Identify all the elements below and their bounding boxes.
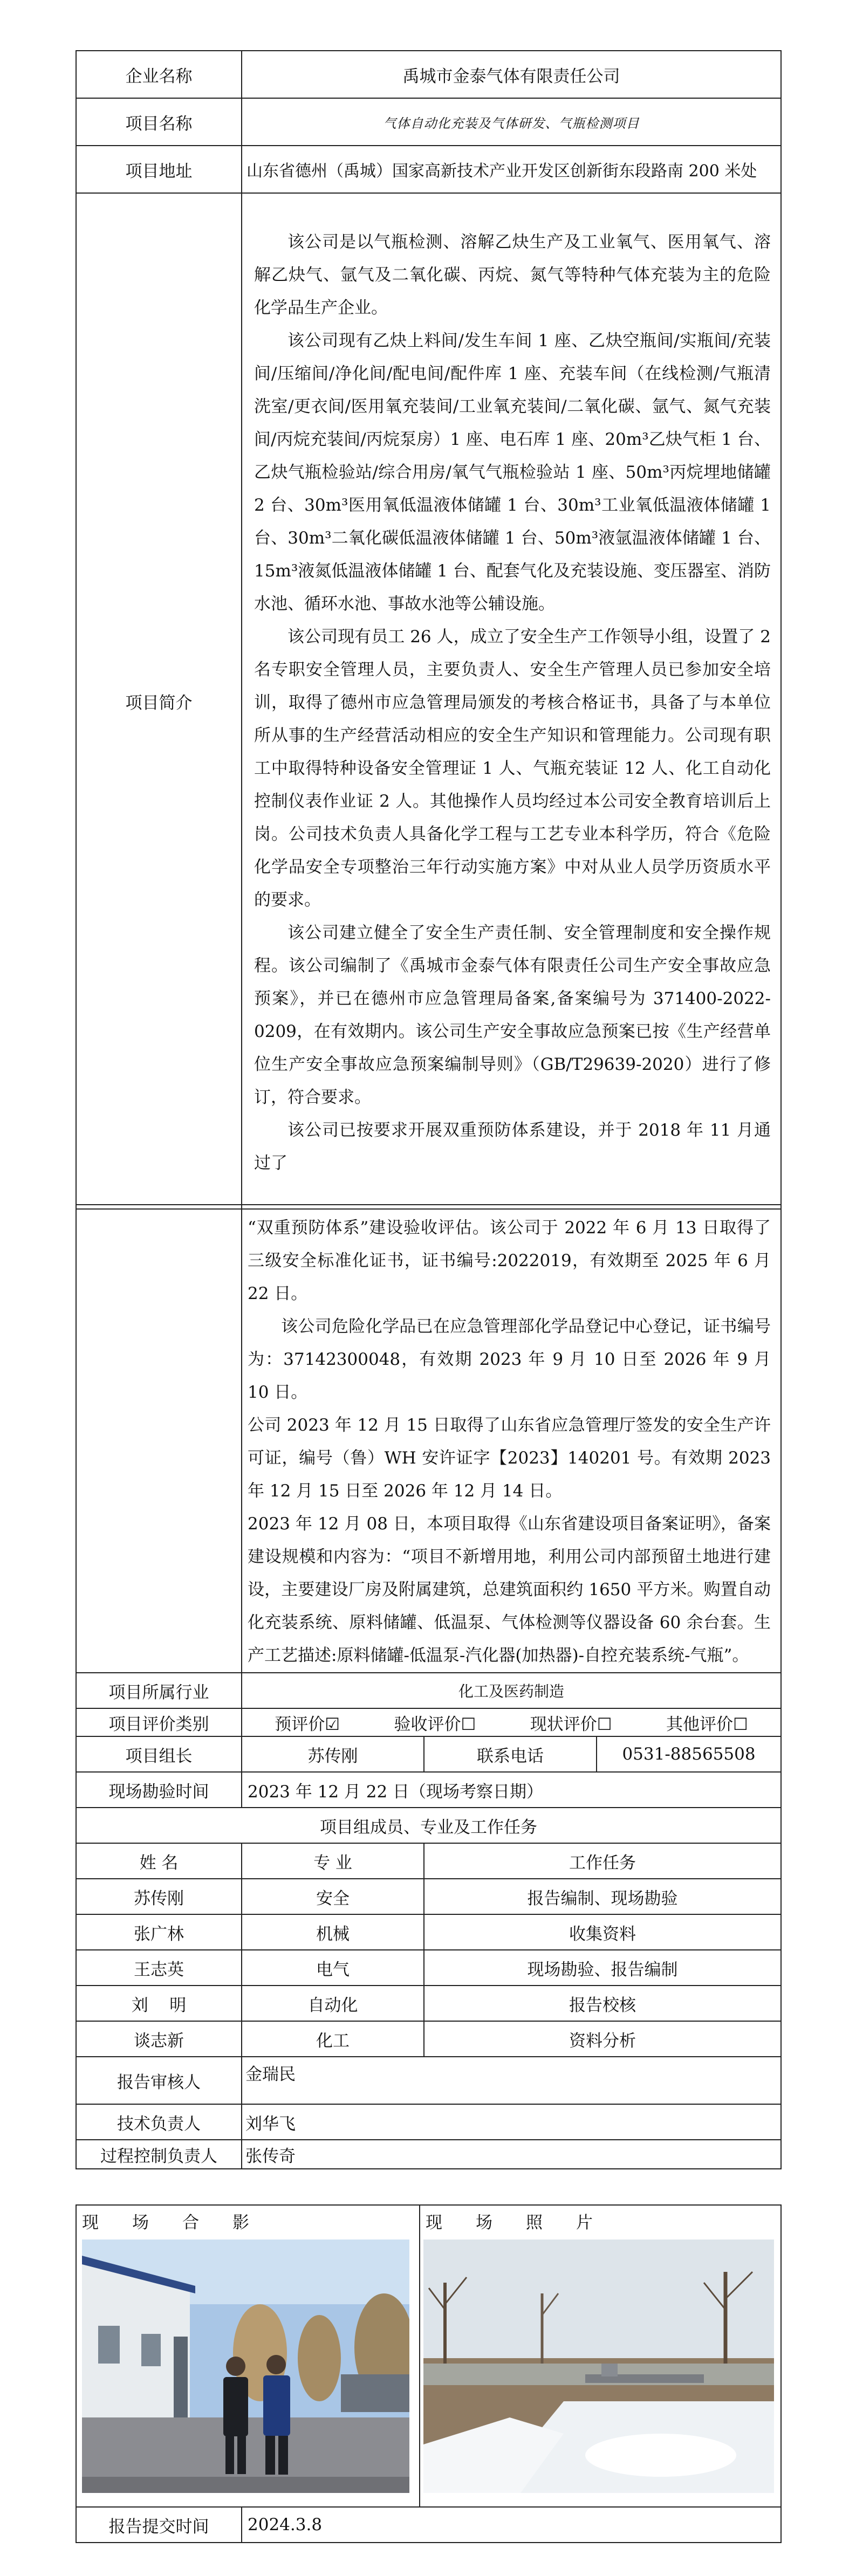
intro-paragraph: 该公司是以气瓶检测、溶解乙炔生产及工业氧气、医用氧气、溶解乙炔气、氩气及二氧化碳、丙烷、氮气等特种气体充装为主的危险化学品生产企业。 <box>254 232 771 318</box>
team-member-major: 自动化 <box>242 1986 424 2021</box>
intro-cont-paragraph: 该公司危险化学品已在应急管理部化学品登记中心登记，证书编号为：37142300048，有效期 2023 年 9 月 10 日至 2026 年 9 月 10 日。 <box>248 1317 771 1402</box>
eval-option-pre[interactable]: 预评价☑ <box>275 1714 340 1734</box>
team-member-task: 资料分析 <box>424 2021 781 2057</box>
eval-option-acceptance[interactable]: 验收评价☐ <box>394 1714 476 1734</box>
table-row <box>76 1950 781 1986</box>
leader-label: 项目组长 <box>76 1736 242 1772</box>
team-header-name: 姓 名 <box>76 1843 242 1879</box>
team-member-task: 报告编制、现场勘验 <box>424 1879 781 1914</box>
intro-cont-paragraph: “双重预防体系”建设验收评估。该公司于 2022 年 6 月 13 日取得了三级安全标准化证书，证书编号:2022019，有效期至 2025 年 6 月 22 日。 <box>248 1218 771 1303</box>
industry-label: 项目所属行业 <box>76 1673 242 1708</box>
intro-paragraph: 该公司建立健全了安全生产责任制、安全管理制度和安全操作规程。该公司编制了《禹城市金泰气体有限责任公司生产安全事故应急预案》，并已在德州市应急管理局备案,备案编号为 371400-2022-0209，在有效期内。该公司生产安全事故应急预案已按《生产经营单位生产安全事故应急预案编制导则》（GB/T29639-2020）进行了修订，符合要求。 <box>254 923 771 1107</box>
team-member-name: 刘 明 <box>76 1986 242 2021</box>
submit-time-value: 2024.3.8 <box>242 2507 781 2543</box>
team-member-name: 张广林 <box>76 1914 242 1950</box>
photo-table <box>76 2204 782 2543</box>
project-intro-continued <box>242 1205 781 1673</box>
survey-time-label: 现场勘验时间 <box>76 1772 242 1808</box>
eval-option-status[interactable]: 现状评价☐ <box>530 1714 612 1734</box>
team-member-major: 机械 <box>242 1914 424 1950</box>
phone-label: 联系电话 <box>424 1736 597 1772</box>
team-member-name: 谈志新 <box>76 2021 242 2057</box>
team-member-name: 王志英 <box>76 1950 242 1986</box>
leader-value: 苏传刚 <box>242 1736 424 1772</box>
eval-type-options <box>242 1708 781 1736</box>
intro-cont-paragraph: 公司 2023 年 12 月 15 日取得了山东省应急管理厅签发的安全生产许可证，编号（鲁）WH 安许证字【2023】140201 号。有效期 2023 年 12 月 15 日至 2026 年 12 月 14 日。 <box>248 1416 771 1501</box>
team-header-major: 专 业 <box>242 1843 424 1879</box>
site-photo-image <box>423 2240 774 2493</box>
info-table-top <box>76 50 782 1210</box>
group-photo-cell <box>76 2205 420 2507</box>
reviewer-label: 报告审核人 <box>76 2057 242 2104</box>
project-address-value: 山东省德州（禹城）国家高新技术产业开发区创新街东段路南 200 米处 <box>242 146 781 193</box>
team-member-task: 收集资料 <box>424 1914 781 1950</box>
group-photo-image <box>82 2240 409 2493</box>
eval-type-label: 项目评价类别 <box>76 1708 242 1736</box>
survey-time-value: 2023 年 12 月 22 日（现场考察日期） <box>242 1772 781 1808</box>
submit-time-label: 报告提交时间 <box>76 2507 242 2543</box>
table-row <box>76 2021 781 2057</box>
team-member-name: 苏传刚 <box>76 1879 242 1914</box>
team-member-task: 现场勘验、报告编制 <box>424 1950 781 1986</box>
process-control-label: 过程控制负责人 <box>76 2140 242 2169</box>
process-control-value: 张传奇 <box>242 2140 781 2169</box>
intro-paragraph: 该公司现有员工 26 人，成立了安全生产工作领导小组，设置了 2 名专职安全管理人员，主要负责人、安全生产管理人员已参加安全培训，取得了德州市应急管理局颁发的考核合格证书，具备了与本单位所从事的生产经营活动相应的安全生产知识和管理能力。公司现有职工中取得特种设备安全管理证 1 人、气瓶充装证 12 人、化工自动化控制仪表作业证 2 人。其他操作人员均经过本公司安全教育培训后上岗。公司技术负责人具备化学工程与工艺专业本科学历，符合《危险化学品安全专项整治三年行动实施方案》中对从业人员学历资质水平的要求。 <box>254 627 771 910</box>
table-row <box>76 1914 781 1950</box>
company-name-label: 企业名称 <box>76 51 242 98</box>
team-header-task: 工作任务 <box>424 1843 781 1879</box>
site-photo-cell <box>420 2205 781 2507</box>
team-member-major: 电气 <box>242 1950 424 1986</box>
project-name-label: 项目名称 <box>76 98 242 146</box>
group-photo-icon <box>82 2240 409 2493</box>
table-row <box>76 1879 781 1914</box>
project-name-value: 气体自动化充装及气体研发、气瓶检测项目 <box>242 98 781 146</box>
intro-paragraph: 该公司已按要求开展双重预防体系建设，并于 2018 年 11 月通过了 <box>254 1121 771 1173</box>
intro-cont-paragraph: 2023 年 12 月 08 日，本项目取得《山东省建设项目备案证明》，备案建设规模和内容为：“项目不新增用地，利用公司内部预留土地进行建设，主要建设厂房及附属建筑，总建筑面积约 1650 平方米。购置自动化充装系统、原料储罐、低温泵、气体检测等仪器设备 60 余台套。生产工艺描述:原料储罐-低温泵-汽化器(加热器)-自控充装系统-气瓶”。 <box>248 1514 771 1665</box>
team-member-major: 化工 <box>242 2021 424 2057</box>
company-name-value: 禹城市金泰气体有限责任公司 <box>242 51 781 98</box>
tech-lead-value: 刘华飞 <box>242 2104 781 2140</box>
tech-lead-label: 技术负责人 <box>76 2104 242 2140</box>
project-intro-body <box>242 193 781 1209</box>
site-photo-title: 现 场 照 片 <box>426 2213 593 2232</box>
team-title: 项目组成员、专业及工作任务 <box>76 1808 781 1843</box>
project-intro-label: 项目简介 <box>76 193 242 1209</box>
site-photo-icon <box>423 2240 774 2493</box>
table-row <box>76 1986 781 2021</box>
eval-option-other[interactable]: 其他评价☐ <box>666 1714 748 1734</box>
project-address-label: 项目地址 <box>76 146 242 193</box>
reviewer-value: 金瑞民 <box>242 2057 781 2104</box>
info-table-bottom <box>76 1204 782 2169</box>
phone-value: 0531-88565508 <box>597 1736 781 1772</box>
intro-paragraph: 该公司现有乙炔上料间/发生车间 1 座、乙炔空瓶间/实瓶间/充装间/压缩间/净化间/配电间/配件库 1 座、充装车间（在线检测/气瓶清洗室/更衣间/医用氧充装间/工业氧充装间/二氧化碳、氩气、氮气充装间/丙烷充装间/丙烷泵房）1 座、电石库 1 座、20m³乙炔气柜 1 台、乙炔气瓶检验站/综合用房/氧气气瓶检验站 1 座、50m³丙烷埋地储罐 2 台、30m³医用氧低温液体储罐 1 台、30m³工业氧低温液体储罐 1 台、30m³二氧化碳低温液体储罐 1 台、50m³液氩温液体储罐 1 台、15m³液氮低温液体储罐 1 台、配套气化及充装设施、变压器室、消防水池、循环水池、事故水池等公辅设施。 <box>254 331 771 614</box>
team-member-task: 报告校核 <box>424 1986 781 2021</box>
group-photo-title: 现 场 合 影 <box>82 2213 249 2232</box>
industry-value: 化工及医药制造 <box>242 1673 781 1708</box>
team-member-major: 安全 <box>242 1879 424 1914</box>
